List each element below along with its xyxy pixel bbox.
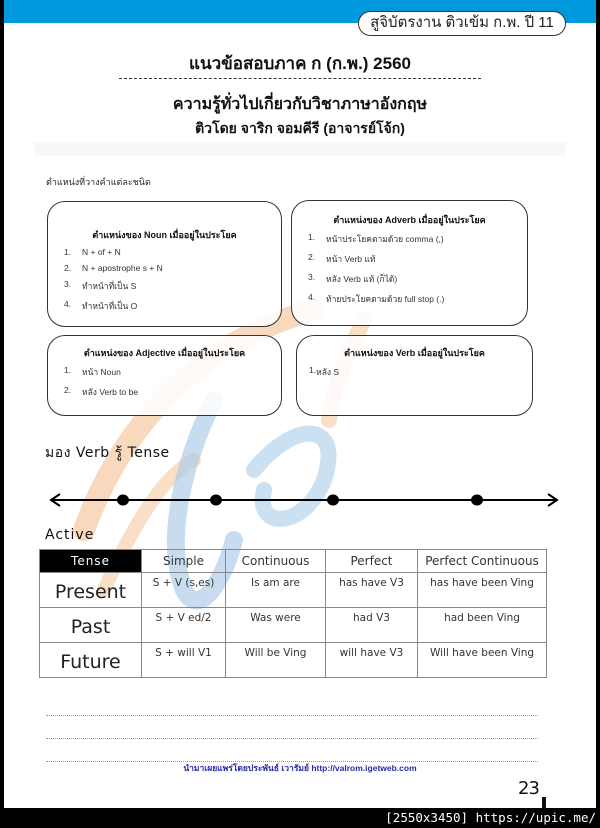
list-item: 2. หน้า Verb แท้: [308, 252, 376, 264]
header-perfect: Perfect: [326, 550, 418, 573]
row-tense-label: Future: [40, 643, 142, 678]
header-continuous: Continuous: [226, 550, 326, 573]
table-cell: Will be Ving: [226, 643, 326, 678]
list-item: 1. N + of + N: [64, 247, 121, 257]
header-simple: Simple: [142, 550, 226, 573]
image-info-text: [2550x3450] https://upic.me/: [385, 810, 596, 825]
adverb-position-box: [291, 200, 528, 326]
verb-box-title: ตำแหน่งของ Verb เมื่ออยู่ในประโยค: [344, 348, 485, 358]
active-voice-label: Active: [45, 527, 95, 543]
list-item: 1. หน้าประโยคตามด้วย comma (,): [308, 232, 444, 244]
exam-title: แนวข้อสอบภาค ก (ก.พ.) 2560: [188, 54, 411, 73]
timeline-diagram: [48, 490, 560, 510]
page-number: 23: [518, 778, 539, 799]
page-number-tick: [542, 797, 546, 808]
page-border: [596, 0, 600, 828]
table-header-row: [40, 550, 547, 573]
document-page: [4, 0, 596, 808]
table-row: [40, 643, 547, 678]
table-cell: S + will V1: [142, 643, 226, 678]
timeline-point: [210, 495, 222, 506]
tense-table: [39, 549, 547, 678]
note-line: [46, 715, 538, 716]
header-title-pill: สูจิบัตรงาน ติวเข้ม ก.พ. ปี 11: [358, 11, 566, 36]
list-item: 2. N + apostrophe s + N: [64, 263, 163, 273]
tutor-line: ติวโดย จาริก จอมคีรี (อาจารย์โจ้ก): [195, 120, 405, 136]
timeline-point: [117, 495, 129, 506]
row-tense-label: Present: [40, 573, 142, 608]
publisher-credit: นำมาเผยแพร่โดยประพันธ์ เวารัมย์ http://valrom.igetweb.com: [183, 763, 417, 773]
adjective-position-box: [47, 335, 282, 416]
list-item: 3. ทำหน้าที่เป็น S: [64, 279, 137, 291]
list-item: 1. หลัง S: [309, 365, 340, 377]
table-row: [40, 608, 547, 643]
list-item: 1. หน้า Noun: [64, 365, 121, 377]
noun-box-title: ตำแหน่งของ Noun เมื่ออยู่ในประโยค: [92, 230, 237, 240]
adverb-box-title: ตำแหน่งของ Adverb เมื่ออยู่ในประโยค: [333, 215, 486, 225]
table-cell: Will have been Ving: [418, 643, 547, 678]
adjective-box-title: ตำแหน่งของ Adjective เมื่ออยู่ในประโยค: [83, 348, 246, 358]
header-tense: Tense: [40, 550, 142, 573]
table-cell: will have V3: [326, 643, 418, 678]
verb-tense-heading: มอง Verb รู้ Tense: [45, 445, 170, 461]
table-cell: S + V (s,es): [142, 573, 226, 608]
row-tense-label: Past: [40, 608, 142, 643]
list-item: 2. หลัง Verb to be: [64, 385, 139, 397]
table-cell: Was were: [226, 608, 326, 643]
list-item: 3. หลัง Verb แท้ (ก็ได้): [308, 272, 398, 284]
section-label: ตำแหน่งที่วางคำแต่ละชนิด: [46, 177, 151, 187]
table-cell: Is am are: [226, 573, 326, 608]
table-cell: had V3: [326, 608, 418, 643]
table-cell: has have been Ving: [418, 573, 547, 608]
table-cell: had been Ving: [418, 608, 547, 643]
table-cell: S + V ed/2: [142, 608, 226, 643]
list-item: 4. ท้ายประโยคตามด้วย full stop (.): [308, 292, 445, 304]
subject-title: ความรู้ทั่วไปเกี่ยวกับวิชาภาษาอังกฤษ: [172, 96, 428, 113]
table-cell: has have V3: [326, 573, 418, 608]
table-row: [40, 573, 547, 608]
header-perfect-continuous: Perfect Continuous: [418, 550, 547, 573]
list-item: 4. ทำหน้าที่เป็น O: [64, 299, 138, 311]
title-divider: [119, 78, 481, 79]
note-line: [46, 738, 538, 739]
noun-position-box: [47, 201, 282, 327]
timeline-point: [471, 495, 483, 506]
verb-position-box: [296, 335, 533, 416]
timeline-point: [327, 495, 339, 506]
title-band: [34, 142, 566, 156]
